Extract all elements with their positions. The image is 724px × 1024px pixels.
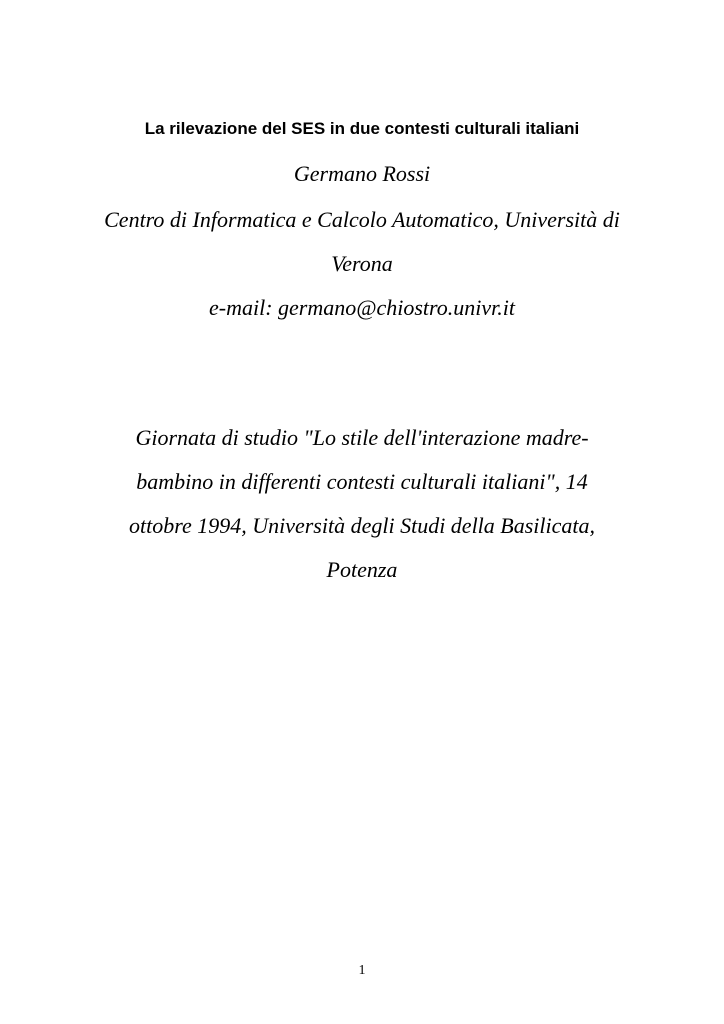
author-name: Germano Rossi	[293, 161, 431, 186]
event-line-1: Giornata di studio "Lo stile dell'interazione madre-	[135, 425, 589, 450]
paper-title: La rilevazione del SES in due contesti culturali italiani	[144, 119, 580, 138]
page-number: 1	[358, 963, 366, 978]
event-line-2: bambino in differenti contesti culturali italiani", 14	[136, 469, 588, 494]
event-line-3: ottobre 1994, Università degli Studi della Basilicata,	[128, 513, 596, 538]
affiliation-line-2: Verona	[331, 251, 393, 276]
email-address: e-mail: germano@chiostro.univr.it	[208, 295, 515, 320]
event-line-4: Potenza	[326, 557, 398, 582]
affiliation-line-1: Centro di Informatica e Calcolo Automatico, Università di	[104, 207, 620, 232]
